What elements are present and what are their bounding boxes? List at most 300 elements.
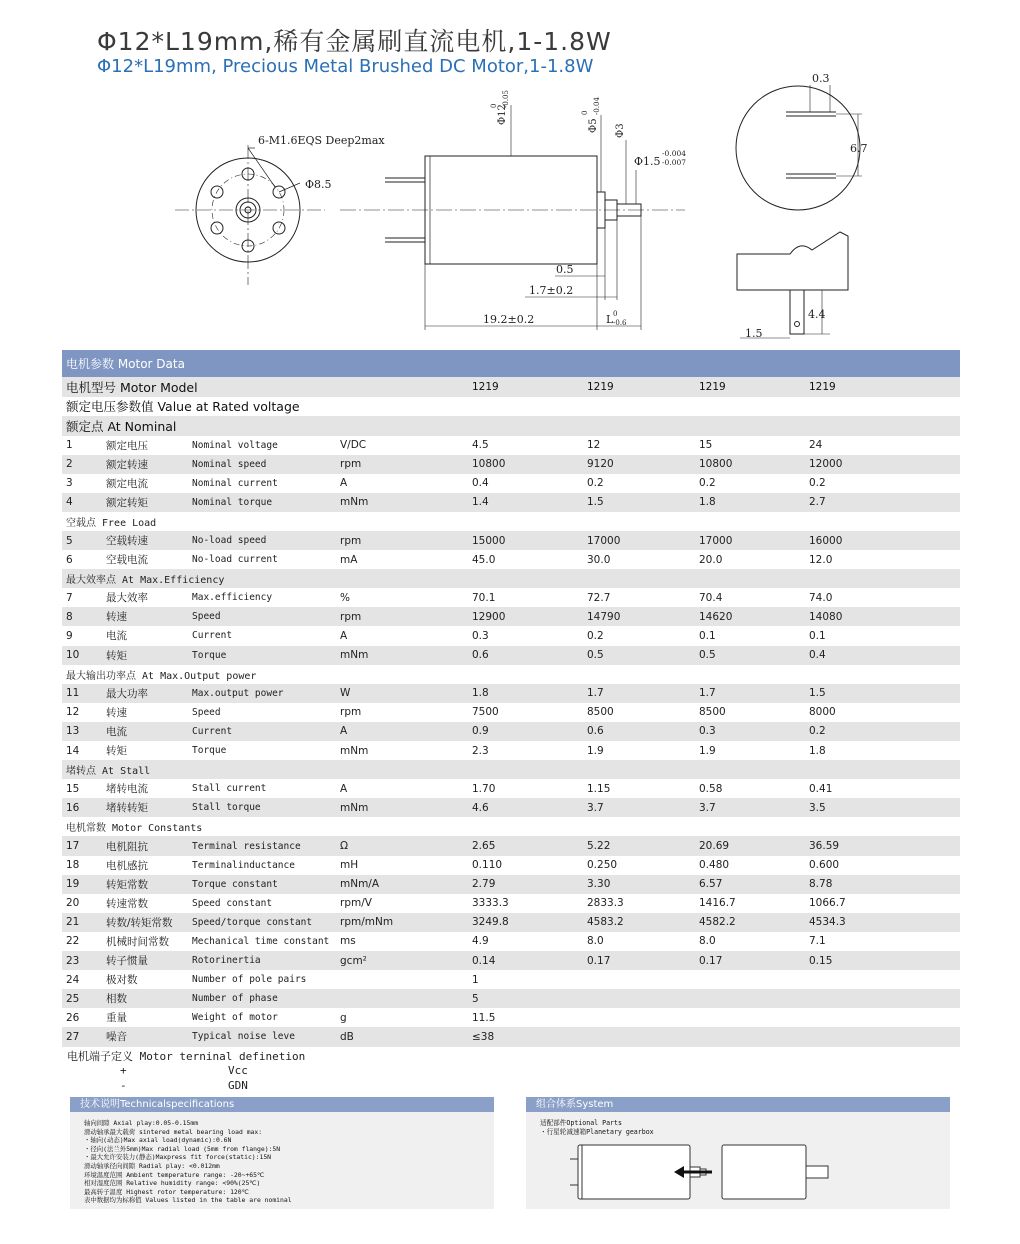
param-name-en: Mechanical time constant bbox=[188, 932, 336, 951]
param-name-en: No-load current bbox=[188, 550, 336, 569]
shaft-dia-label: Φ1.5 bbox=[634, 155, 661, 168]
spec-line: ・最大允许安装力(静态)Maxpress fit force(static):15N bbox=[84, 1153, 272, 1162]
param-name-cn: 最大功率 bbox=[102, 684, 188, 703]
param-value: 0.14 bbox=[468, 951, 583, 970]
param-value: 1.7 bbox=[583, 684, 695, 703]
row-number: 12 bbox=[62, 703, 102, 722]
param-name-en: Max.efficiency bbox=[188, 588, 336, 607]
row-number: 22 bbox=[62, 932, 102, 951]
spec-line: 滑动轴承最大载荷 sintered metal bearing load max: bbox=[84, 1127, 263, 1136]
param-value: 12900 bbox=[468, 607, 583, 626]
pcd-label: Φ8.5 bbox=[305, 178, 332, 191]
param-unit: V/DC bbox=[336, 436, 468, 455]
param-name-cn: 额定转矩 bbox=[102, 493, 188, 512]
table-header: 电机参数 Motor Data bbox=[62, 350, 960, 377]
param-unit: rpm bbox=[336, 531, 468, 550]
param-unit: A bbox=[336, 626, 468, 645]
param-unit: mH bbox=[336, 856, 468, 875]
param-value: 0.3 bbox=[695, 722, 805, 741]
table-row bbox=[62, 989, 960, 1008]
dim-44: 4.4 bbox=[808, 308, 826, 321]
param-value: 15000 bbox=[468, 531, 583, 550]
param-name-cn: 转速 bbox=[102, 607, 188, 626]
param-value bbox=[695, 1008, 805, 1027]
param-value: 10800 bbox=[468, 455, 583, 474]
shaft-len-zero: 0 bbox=[613, 310, 618, 318]
param-value bbox=[805, 1027, 960, 1046]
section-label: 最大效率点 At Max.Efficiency bbox=[62, 569, 960, 588]
param-value: 45.0 bbox=[468, 550, 583, 569]
param-value: 14620 bbox=[695, 607, 805, 626]
param-name-cn: 机械时间常数 bbox=[102, 932, 188, 951]
dim-192: 19.2±0.2 bbox=[483, 313, 535, 326]
param-unit: A bbox=[336, 779, 468, 798]
param-value: 11.5 bbox=[468, 1008, 583, 1027]
param-name-en: Torque bbox=[188, 646, 336, 665]
shaft-len-label: L bbox=[606, 313, 614, 326]
param-unit: A bbox=[336, 722, 468, 741]
param-value: 0.2 bbox=[695, 474, 805, 493]
param-unit: g bbox=[336, 1008, 468, 1027]
dim-15: 1.5 bbox=[745, 327, 763, 340]
row-number: 13 bbox=[62, 722, 102, 741]
param-value: 8500 bbox=[695, 703, 805, 722]
param-value bbox=[805, 989, 960, 1008]
row-number: 23 bbox=[62, 951, 102, 970]
table-row bbox=[62, 856, 960, 875]
param-unit: mNm bbox=[336, 798, 468, 817]
table-row bbox=[62, 703, 960, 722]
param-unit: mNm bbox=[336, 646, 468, 665]
param-value: 0.1 bbox=[805, 626, 960, 645]
model-value: 1219 bbox=[695, 377, 805, 397]
param-name-en: Speed bbox=[188, 703, 336, 722]
rated-label: 额定电压参数值 Value at Rated voltage bbox=[62, 397, 960, 417]
param-name-en: Nominal speed bbox=[188, 455, 336, 474]
table-row bbox=[62, 779, 960, 798]
param-value: 20.0 bbox=[695, 550, 805, 569]
param-value: 0.600 bbox=[805, 856, 960, 875]
param-name-cn: 转矩 bbox=[102, 646, 188, 665]
section-label: 电机常数 Motor Constants bbox=[62, 817, 960, 836]
param-value: 4582.2 bbox=[695, 913, 805, 932]
param-unit: mNm/A bbox=[336, 875, 468, 894]
param-value: 2.7 bbox=[805, 493, 960, 512]
section-label: 堵转点 At Stall bbox=[62, 760, 960, 779]
system-panel bbox=[526, 1097, 950, 1209]
table-row bbox=[62, 1008, 960, 1027]
param-name-cn: 转速 bbox=[102, 703, 188, 722]
flange-tol-zero: 0 bbox=[581, 110, 589, 115]
spec-line: 轴向间隙 Axial play:0.05-0.15mm bbox=[84, 1119, 199, 1127]
param-value: 0.2 bbox=[805, 474, 960, 493]
param-value: 1.9 bbox=[695, 741, 805, 760]
nominal-label: 额定点 At Nominal bbox=[62, 416, 960, 436]
param-value: 1.5 bbox=[583, 493, 695, 512]
table-row bbox=[62, 436, 960, 455]
param-name-cn: 转数/转矩常数 bbox=[102, 913, 188, 932]
param-value: 9120 bbox=[583, 455, 695, 474]
param-value bbox=[583, 1027, 695, 1046]
rated-row bbox=[62, 397, 960, 417]
param-value: 0.2 bbox=[805, 722, 960, 741]
param-name-en: Torque bbox=[188, 741, 336, 760]
spec-line: 最高转子温度 Highest rotor temperature: 120℃ bbox=[84, 1187, 249, 1196]
param-value: 0.480 bbox=[695, 856, 805, 875]
param-value: 1.9 bbox=[583, 741, 695, 760]
system-header: 组合体系System bbox=[526, 1097, 950, 1112]
param-name-en: Typical noise leve bbox=[188, 1027, 336, 1046]
param-value: 7500 bbox=[468, 703, 583, 722]
param-value: 74.0 bbox=[805, 588, 960, 607]
table-row bbox=[62, 684, 960, 703]
terminal-title: 电机端子定义 Motor terninal definetion bbox=[67, 1050, 306, 1063]
param-name-cn: 堵转电流 bbox=[102, 779, 188, 798]
row-number: 5 bbox=[62, 531, 102, 550]
param-unit bbox=[336, 989, 468, 1008]
param-value: 70.1 bbox=[468, 588, 583, 607]
param-value: 8500 bbox=[583, 703, 695, 722]
param-name-en: Speed bbox=[188, 607, 336, 626]
terminal-minus-sign: - bbox=[120, 1079, 127, 1092]
param-value bbox=[695, 970, 805, 989]
param-value bbox=[583, 989, 695, 1008]
section-row bbox=[62, 760, 960, 779]
param-value: 6.57 bbox=[695, 875, 805, 894]
row-number: 3 bbox=[62, 474, 102, 493]
body-tol-label: -0.05 bbox=[502, 90, 510, 108]
table-row bbox=[62, 1027, 960, 1046]
param-value: 8000 bbox=[805, 703, 960, 722]
param-value: 1.8 bbox=[695, 493, 805, 512]
system-diagram bbox=[566, 1137, 846, 1203]
param-value: 8.78 bbox=[805, 875, 960, 894]
param-name-cn: 额定转速 bbox=[102, 455, 188, 474]
body-tol-zero: 0 bbox=[490, 103, 498, 108]
param-unit: rpm bbox=[336, 607, 468, 626]
param-name-cn: 堵转转矩 bbox=[102, 798, 188, 817]
param-value: 14080 bbox=[805, 607, 960, 626]
param-value: 1.8 bbox=[468, 684, 583, 703]
param-name-cn: 电机阻抗 bbox=[102, 836, 188, 855]
spec-line: 表中数据均为标称值 Values listed in the table are nominal bbox=[84, 1196, 292, 1205]
param-name-cn: 转子惯量 bbox=[102, 951, 188, 970]
technical-drawing bbox=[0, 70, 1020, 350]
param-value: 0.15 bbox=[805, 951, 960, 970]
motor-data-table bbox=[62, 350, 960, 1047]
row-number: 19 bbox=[62, 875, 102, 894]
body-dia-label: Φ12 bbox=[497, 104, 508, 125]
param-value: 2.79 bbox=[468, 875, 583, 894]
param-value bbox=[583, 1008, 695, 1027]
param-name-en: Number of pole pairs bbox=[188, 970, 336, 989]
boss-dia-label: Φ3 bbox=[615, 123, 626, 138]
param-value: 14790 bbox=[583, 607, 695, 626]
param-unit: mNm bbox=[336, 493, 468, 512]
shaft-len-tol: -0.6 bbox=[613, 319, 627, 327]
param-value: 1.7 bbox=[695, 684, 805, 703]
param-value: 20.69 bbox=[695, 836, 805, 855]
page-title: Φ12*L19mm,稀有金属刷直流电机,1-1.8W bbox=[97, 27, 612, 56]
param-name-en: Stall torque bbox=[188, 798, 336, 817]
table-row bbox=[62, 836, 960, 855]
row-number: 8 bbox=[62, 607, 102, 626]
param-value: 12.0 bbox=[805, 550, 960, 569]
param-name-cn: 电流 bbox=[102, 626, 188, 645]
row-number: 17 bbox=[62, 836, 102, 855]
table-row bbox=[62, 550, 960, 569]
system-line: ・行星轮减速箱Planetary gearbox bbox=[540, 1127, 654, 1136]
param-value: 7.1 bbox=[805, 932, 960, 951]
param-value: 8.0 bbox=[583, 932, 695, 951]
table-row bbox=[62, 741, 960, 760]
param-value: 1 bbox=[468, 970, 583, 989]
param-value: 4.6 bbox=[468, 798, 583, 817]
param-value: 0.17 bbox=[583, 951, 695, 970]
param-value: 1.5 bbox=[805, 684, 960, 703]
section-row bbox=[62, 817, 960, 836]
row-number: 18 bbox=[62, 856, 102, 875]
param-name-cn: 电流 bbox=[102, 722, 188, 741]
param-value: 0.110 bbox=[468, 856, 583, 875]
param-value: 3.7 bbox=[583, 798, 695, 817]
table-row bbox=[62, 646, 960, 665]
table-row bbox=[62, 493, 960, 512]
param-value: 12000 bbox=[805, 455, 960, 474]
row-number: 25 bbox=[62, 989, 102, 1008]
table-header-row bbox=[62, 350, 960, 377]
system-line: 适配部件Optional Parts bbox=[540, 1119, 622, 1127]
param-value: 3249.8 bbox=[468, 913, 583, 932]
param-value: 3.7 bbox=[695, 798, 805, 817]
terminal-plus-name: Vcc bbox=[228, 1064, 248, 1077]
param-value: 0.250 bbox=[583, 856, 695, 875]
param-value: 3333.3 bbox=[468, 894, 583, 913]
param-name-en: Max.output power bbox=[188, 684, 336, 703]
system-lines bbox=[540, 1119, 654, 1136]
param-value: 2.65 bbox=[468, 836, 583, 855]
spec-line: ・轴向(动态)Max axial load(dynamic):0.6N bbox=[84, 1136, 232, 1145]
row-number: 24 bbox=[62, 970, 102, 989]
section-row bbox=[62, 512, 960, 531]
param-value: 17000 bbox=[695, 531, 805, 550]
dim-17: 1.7±0.2 bbox=[529, 284, 574, 297]
table-row bbox=[62, 932, 960, 951]
terminal-plus-sign: + bbox=[120, 1064, 127, 1077]
row-number: 1 bbox=[62, 436, 102, 455]
param-value bbox=[695, 989, 805, 1008]
param-unit: rpm/V bbox=[336, 894, 468, 913]
param-value: 1.4 bbox=[468, 493, 583, 512]
param-unit: mA bbox=[336, 550, 468, 569]
param-name-cn: 最大效率 bbox=[102, 588, 188, 607]
param-unit: dB bbox=[336, 1027, 468, 1046]
table-row bbox=[62, 722, 960, 741]
param-unit: mNm bbox=[336, 741, 468, 760]
param-unit: A bbox=[336, 474, 468, 493]
param-unit bbox=[336, 970, 468, 989]
param-name-cn: 电机感抗 bbox=[102, 856, 188, 875]
table-row bbox=[62, 798, 960, 817]
param-value bbox=[583, 970, 695, 989]
row-number: 10 bbox=[62, 646, 102, 665]
table-row bbox=[62, 913, 960, 932]
param-value: 3.30 bbox=[583, 875, 695, 894]
param-value: 2.3 bbox=[468, 741, 583, 760]
row-number: 15 bbox=[62, 779, 102, 798]
param-name-en: Nominal torque bbox=[188, 493, 336, 512]
shaft-tol-up: -0.004 bbox=[662, 149, 687, 158]
row-number: 4 bbox=[62, 493, 102, 512]
front-view bbox=[175, 145, 325, 285]
tech-spec-lines bbox=[84, 1119, 292, 1205]
shaft-tol-low: -0.007 bbox=[662, 158, 687, 167]
param-name-cn: 额定电压 bbox=[102, 436, 188, 455]
param-unit: ms bbox=[336, 932, 468, 951]
page-subtitle: Φ12*L19mm, Precious Metal Brushed DC Motor,1-1.8W bbox=[97, 56, 594, 77]
flange-tol-label: -0.04 bbox=[593, 97, 601, 115]
param-value: ≤38 bbox=[468, 1027, 583, 1046]
table-row bbox=[62, 455, 960, 474]
param-value: 0.6 bbox=[583, 722, 695, 741]
param-name-cn: 重量 bbox=[102, 1008, 188, 1027]
dim-05: 0.5 bbox=[556, 263, 574, 276]
param-name-en: Nominal current bbox=[188, 474, 336, 493]
param-value: 12 bbox=[583, 436, 695, 455]
param-name-en: Terminal resistance bbox=[188, 836, 336, 855]
param-name-cn: 转矩 bbox=[102, 741, 188, 760]
param-name-en: Stall current bbox=[188, 779, 336, 798]
hole-note: 6-M1.6EQS Deep2max bbox=[258, 134, 385, 147]
spec-line: 滑动轴承径向间隙 Radial play: <0.012mm bbox=[84, 1161, 220, 1170]
param-value: 17000 bbox=[583, 531, 695, 550]
row-number: 11 bbox=[62, 684, 102, 703]
param-value: 0.4 bbox=[805, 646, 960, 665]
param-value: 72.7 bbox=[583, 588, 695, 607]
param-value: 0.1 bbox=[695, 626, 805, 645]
param-value bbox=[805, 970, 960, 989]
row-number: 20 bbox=[62, 894, 102, 913]
dim-03: 0.3 bbox=[812, 72, 830, 85]
param-value: 0.5 bbox=[583, 646, 695, 665]
table-row bbox=[62, 588, 960, 607]
row-number: 27 bbox=[62, 1027, 102, 1046]
param-name-cn: 转矩常数 bbox=[102, 875, 188, 894]
dim-67: 6.7 bbox=[850, 142, 868, 155]
model-row bbox=[62, 377, 960, 397]
param-value: 0.58 bbox=[695, 779, 805, 798]
param-value: 4583.2 bbox=[583, 913, 695, 932]
param-unit: W bbox=[336, 684, 468, 703]
param-unit: rpm bbox=[336, 703, 468, 722]
param-value: 0.41 bbox=[805, 779, 960, 798]
param-unit: Ω bbox=[336, 836, 468, 855]
param-value: 8.0 bbox=[695, 932, 805, 951]
table-row bbox=[62, 894, 960, 913]
model-value: 1219 bbox=[583, 377, 695, 397]
param-value bbox=[695, 1027, 805, 1046]
param-value: 1.70 bbox=[468, 779, 583, 798]
param-value: 16000 bbox=[805, 531, 960, 550]
param-value: 1416.7 bbox=[695, 894, 805, 913]
param-name-en: Number of phase bbox=[188, 989, 336, 1008]
param-value: 0.17 bbox=[695, 951, 805, 970]
param-value: 5 bbox=[468, 989, 583, 1008]
param-value: 30.0 bbox=[583, 550, 695, 569]
row-number: 16 bbox=[62, 798, 102, 817]
param-value: 10800 bbox=[695, 455, 805, 474]
param-name-en: Current bbox=[188, 626, 336, 645]
nominal-row bbox=[62, 416, 960, 436]
param-value: 3.5 bbox=[805, 798, 960, 817]
param-name-en: Speed constant bbox=[188, 894, 336, 913]
param-value: 1066.7 bbox=[805, 894, 960, 913]
param-value: 2833.3 bbox=[583, 894, 695, 913]
section-row bbox=[62, 569, 960, 588]
param-name-cn: 空载转速 bbox=[102, 531, 188, 550]
row-number: 21 bbox=[62, 913, 102, 932]
section-label: 最大输出功率点 At Max.Output power bbox=[62, 665, 960, 684]
param-value: 1.15 bbox=[583, 779, 695, 798]
terminal-minus-name: GDN bbox=[228, 1079, 248, 1092]
table-row bbox=[62, 951, 960, 970]
model-value: 1219 bbox=[805, 377, 960, 397]
param-value: 0.2 bbox=[583, 626, 695, 645]
param-value bbox=[805, 1008, 960, 1027]
spec-line: 相对湿度范围 Relative humidity range: <90%(25℃) bbox=[84, 1179, 261, 1188]
spec-line: 环境温度范围 Ambient temperature range: -20~+65℃ bbox=[84, 1170, 265, 1179]
param-name-cn: 相数 bbox=[102, 989, 188, 1008]
param-value: 36.59 bbox=[805, 836, 960, 855]
section-row bbox=[62, 665, 960, 684]
param-unit: % bbox=[336, 588, 468, 607]
param-value: 24 bbox=[805, 436, 960, 455]
row-number: 9 bbox=[62, 626, 102, 645]
section-label: 空载点 Free Load bbox=[62, 512, 960, 531]
rear-view bbox=[736, 85, 862, 210]
param-value: 4.5 bbox=[468, 436, 583, 455]
table-row bbox=[62, 626, 960, 645]
row-number: 14 bbox=[62, 741, 102, 760]
param-name-en: Torque constant bbox=[188, 875, 336, 894]
param-value: 0.2 bbox=[583, 474, 695, 493]
param-value: 1.8 bbox=[805, 741, 960, 760]
param-value: 70.4 bbox=[695, 588, 805, 607]
param-name-cn: 空载电流 bbox=[102, 550, 188, 569]
table-row bbox=[62, 607, 960, 626]
param-value: 0.6 bbox=[468, 646, 583, 665]
param-value: 0.4 bbox=[468, 474, 583, 493]
param-value: 0.3 bbox=[468, 626, 583, 645]
param-name-en: No-load speed bbox=[188, 531, 336, 550]
table-row bbox=[62, 875, 960, 894]
param-name-cn: 极对数 bbox=[102, 970, 188, 989]
row-number: 6 bbox=[62, 550, 102, 569]
row-number: 26 bbox=[62, 1008, 102, 1027]
spec-line: ・径向(法兰外5mm)Max radial load (5mm from flange):5N bbox=[84, 1144, 281, 1153]
model-value: 1219 bbox=[468, 377, 583, 397]
param-value: 15 bbox=[695, 436, 805, 455]
param-value: 4534.3 bbox=[805, 913, 960, 932]
param-name-en: Terminalinductance bbox=[188, 856, 336, 875]
param-value: 4.9 bbox=[468, 932, 583, 951]
terminal-detail bbox=[737, 232, 848, 338]
param-name-cn: 转速常数 bbox=[102, 894, 188, 913]
row-number: 2 bbox=[62, 455, 102, 474]
flange-dia-label: Φ5 bbox=[588, 118, 599, 133]
tech-spec-header: 技术说明Technicalspecifications bbox=[70, 1097, 494, 1112]
param-value: 0.9 bbox=[468, 722, 583, 741]
